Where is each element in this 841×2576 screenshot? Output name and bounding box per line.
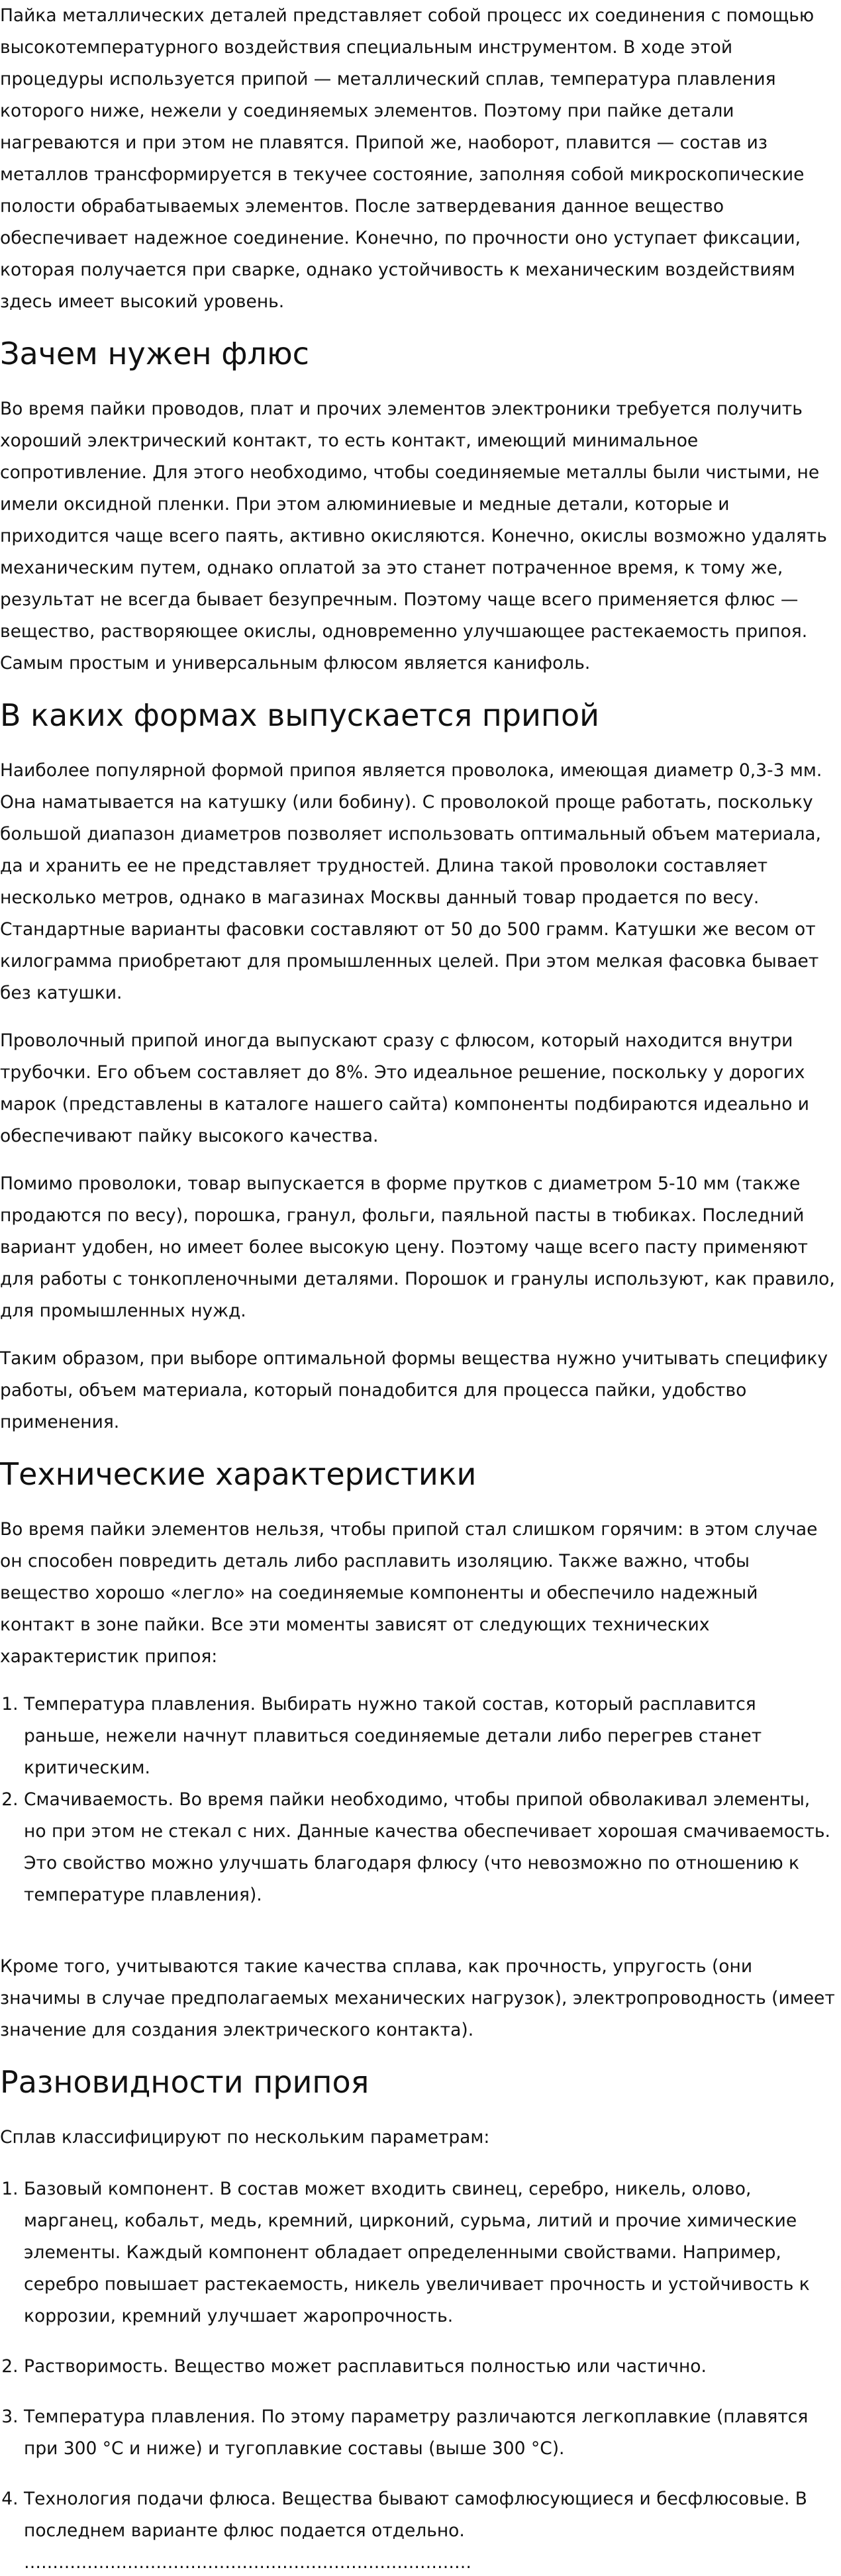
specs-heading: Технические характеристики (0, 1456, 477, 1492)
forms-paragraph-2: Проволочный припой иногда выпускают сразу с флюсом, который находится внутри трубочки. Его объем составляет до 8%. Это идеальное решение, поскольку у дорогих марок (представлены в каталоге нашего сайта) компоненты подбираются идеально и обеспечивают пайку высокого качества. (0, 1030, 809, 1146)
forms-paragraph-3: Помимо проволоки, товар выпускается в форме прутков с диаметром 5-10 мм (также продаются по весу), порошка, гранул, фольги, паяльной пасты в тюбиках. Последний вариант удобен, но имеет более высокую цену. Поэтому чаще всего пасту применяют для работы с тонкопленочными деталями. Порошок и гранулы используют, как правило, для промышленных нужд. (0, 1173, 835, 1321)
forms-paragraph-4: Таким образом, при выборе оптимальной формы вещества нужно учитывать специфику работы, объем материала, который понадобится для процесса пайки, удобство применения. (0, 1348, 828, 1432)
list-item: 2. Смачиваемость. Во время пайки необходимо, чтобы припой обволакивал элементы, но при этом не стекал с них. Данные качества обеспечивает хорошая смачиваемость. Это свойство можно улучшать благодаря флюсу (что невозможно по отношению к температуре плавления). (24, 1784, 836, 1911)
types-list (0, 2173, 836, 2547)
list-item: 3. Температура плавления. По этому параметру различаются легкоплавкие (плавятся при 300 °С и ниже) и тугоплавкие составы (выше 300 °С). (24, 2401, 836, 2465)
forms-heading: В каких формах выпускается припой (0, 697, 600, 733)
types-intro: Сплав классифицируют по нескольким параметрам: (0, 2127, 490, 2148)
list-item: 1. Температура плавления. Выбирать нужно такой состав, который расплавится раньше, нежели начнут плавиться соединяемые детали либо перегрев станет критическим. (24, 1689, 836, 1784)
list-item: 1. Базовый компонент. В состав может входить свинец, серебро, никель, олово, марганец, кобальт, медь, кремний, цирконий, сурьма, литий и прочие химические элементы. Каждый компонент обладает определенными свойствами. Например, серебро повышает растекаемость, никель увеличивает прочность и устойчивость к коррозии, кремний улучшает жаропрочность. (24, 2173, 836, 2332)
flux-paragraph: Во время пайки проводов, плат и прочих элементов электроники требуется получить хороший электрический контакт, то есть контакт, имеющий минимальное сопротивление. Для этого необходимо, чтобы соединяемые металлы были чистыми, не имели оксидной пленки. При этом алюминиевые и медные детали, которые и приходится чаще всего паять, активно окисляются. Конечно, окислы возможно удалять механическим путем, однако оплатой за это станет потраченное время, к тому же, результат не всегда бывает безупречным. Поэтому чаще всего применяется флюс — вещество, растворяющее окислы, одновременно улучшающее растекаемость припоя. Самым простым и универсальным флюсом является канифоль. (0, 399, 827, 673)
list-item: 2. Растворимость. Вещество может расплавиться полностью или частично. (24, 2351, 836, 2383)
types-heading: Разновидности припоя (0, 2064, 370, 2100)
specs-paragraph-2: Кроме того, учитываются такие качества сплава, как прочность, упругость (они значимы в случае предполагаемых механических нагрузок), электропроводность (имеет значение для создания электрического контакта). (0, 1956, 835, 2040)
specs-paragraph-1: Во время пайки элементов нельзя, чтобы припой стал слишком горячим: в этом случае он способен повредить деталь либо расплавить изоляцию. Также важно, чтобы вещество хорошо «легло» на соединяемые компоненты и обеспечило надежный контакт в зоне пайки. Все эти моменты зависят от следующих технических характеристик припоя: (0, 1519, 818, 1667)
forms-paragraph-1: Наиболее популярной формой припоя является проволока, имеющая диаметр 0,3-3 мм. Она наматывается на катушку (или бобину). С проволокой проще работать, поскольку большой диапазон диаметров позволяет использовать оптимальный объем материала, да и хранить ее не представляет трудностей. Длина такой проволоки составляет несколько метров, однако в магазинах Москвы данный товар продается по весу. Стандартные варианты фасовки составляют от 50 до 500 грамм. Катушки же весом от килограмма приобретают для промышленных целей. При этом мелкая фасовка бывает без катушки. (0, 760, 822, 1003)
intro-paragraph: Пайка металлических деталей представляет собой процесс их соединения с помощью высокотемпературного воздействия специальным инструментом. В ходе этой процедуры используется припой — металлический сплав, температура плавления которого ниже, нежели у соединяемых элементов. Поэтому при пайке детали нагреваются и при этом не плавятся. Припой же, наоборот, плавится — состав из металлов трансформируется в текучее состояние, заполняя собой микроскопические полости обрабатываемых элементов. После затвердевания данное вещество обеспечивает надежное соединение. Конечно, по прочности оно уступает фиксации, которая получается при сварке, однако устойчивость к механическим воздействиям здесь имеет высокий уровень. (0, 5, 815, 312)
list-item: 4. Технология подачи флюса. Вещества бывают самофлюсующиеся и бесфлюсовые. В последнем варианте флюс подается отдельно. (24, 2483, 836, 2547)
dotted-trailer: …………………………………………………………………… (24, 2553, 471, 2573)
specs-list (0, 1689, 836, 1911)
flux-heading: Зачем нужен флюс (0, 336, 309, 372)
